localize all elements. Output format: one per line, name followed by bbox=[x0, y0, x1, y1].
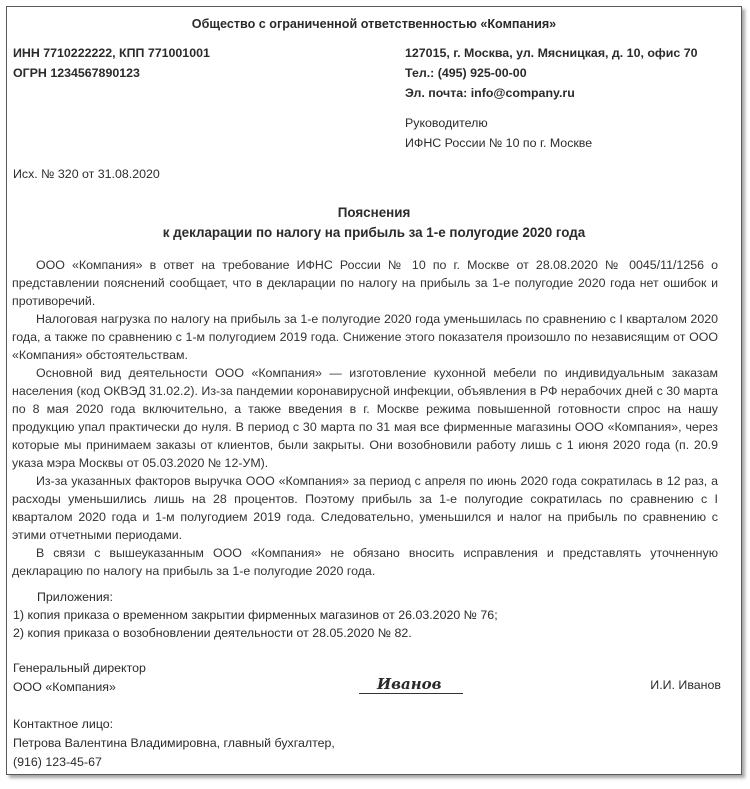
signatory-position: Генеральный директор bbox=[13, 661, 146, 675]
attachment-item: 1) копия приказа о временном закрытии фирменных магазинов от 26.03.2020 № 76; bbox=[13, 608, 498, 622]
contact-block bbox=[13, 715, 335, 772]
contact-phone: (916) 123-45-67 bbox=[13, 755, 102, 769]
signature-line bbox=[359, 693, 463, 694]
signatory-company: ООО «Компания» bbox=[13, 680, 116, 694]
inn-kpp: ИНН 7710222222, КПП 771001001 bbox=[13, 46, 210, 60]
contacts-block bbox=[405, 43, 698, 103]
company-email: Эл. почта: info@company.ru bbox=[405, 86, 575, 100]
paragraph: Основной вид деятельности ООО «Компания» — изготовление кухонной мебели по индивидуальным заказам населения (код ОКВЭД 31.02.2). Из-за пандемии коронавирусной инфекции, объявления в РФ нерабочих дней с 30 марта по 8 мая 2020 года включительно, а также введения в г. Москве режима повышенной готовности спрос на нашу продукцию упал практически до нуля. В период с 30 марта по 31 мая все фирменные магазины ООО «Компания», через которые мы принимаем заказы от клиентов, были закрыты. Они возобновили работу лишь с 1 июня 2020 года (п. 20.9 указа мэра Москвы от 05.03.2020 № 12-УМ). bbox=[12, 366, 718, 470]
signatory-block bbox=[13, 659, 146, 697]
title-line1: Пояснения bbox=[337, 205, 411, 220]
company-phone: Тел.: (495) 925-00-00 bbox=[405, 66, 527, 80]
attachment-item: 2) копия приказа о возобновлении деятельности от 28.05.2020 № 82. bbox=[13, 626, 412, 640]
company-address: 127015, г. Москва, ул. Мясницкая, д. 10, офис 70 bbox=[405, 46, 698, 60]
paragraph: ООО «Компания» в ответ на требование ИФНС России № 10 по г. Москве от 28.08.2020 № 0045/11/1256 о представлении пояснений сообщает, что в декларации по налогу на прибыль за 1-е полугодие 2020 года нет ошибок и противоречий. bbox=[12, 258, 718, 308]
handwritten-signature bbox=[373, 671, 457, 695]
attachments-block bbox=[13, 588, 498, 642]
document-title bbox=[7, 203, 741, 243]
title-line2: к декларации по налогу на прибыль за 1-е полугодие 2020 года bbox=[162, 225, 586, 240]
document-body bbox=[12, 256, 718, 580]
paragraph: В связи с вышеуказанным ООО «Компания» не обязано вносить исправления и представлять уточненную декларацию по налогу на прибыль за 1-е полугодие 2020 года. bbox=[12, 546, 718, 578]
paragraph: Из-за указанных факторов выручка ООО «Компания» за период с апреля по июнь 2020 года сократилась в 12 раз, а расходы уменьшились лишь на 28 процентов. Поэтому прибыль за 1-е полугодие сократилась по сравнению с I кварталом 2020 года и 1-м полугодием 2019 года. Следовательно, уменьшился и налог на прибыль по сравнению с этими отчетными периодами. bbox=[12, 474, 718, 542]
contact-person: Петрова Валентина Владимировна, главный бухгалтер, bbox=[13, 736, 335, 750]
attachments-heading: Приложения: bbox=[37, 590, 113, 604]
signatory-name: И.И. Иванов bbox=[650, 678, 721, 692]
paragraph: Налоговая нагрузка по налогу на прибыль за 1-е полугодие 2020 года уменьшилась по сравнению с I кварталом 2020 года, а также по сравнению с 1-м полугодием 2019 года. Снижение этого показателя произошло по независящим от ООО «Компания» обстоятельствам. bbox=[12, 312, 718, 362]
contact-label: Контактное лицо: bbox=[13, 717, 114, 731]
signature-text: Иванов bbox=[377, 675, 442, 693]
recipient-block bbox=[405, 113, 592, 153]
organization-name: Общество с ограниченной ответственностью «Компания» bbox=[191, 17, 557, 31]
outgoing-reference: Исх. № 320 от 31.08.2020 bbox=[13, 167, 160, 181]
ogrn: ОГРН 1234567890123 bbox=[13, 66, 140, 80]
recipient-line2: ИФНС России № 10 по г. Москве bbox=[405, 136, 593, 150]
requisites-block bbox=[13, 43, 210, 83]
recipient-line1: Руководителю bbox=[405, 116, 488, 130]
document-page bbox=[6, 6, 742, 775]
